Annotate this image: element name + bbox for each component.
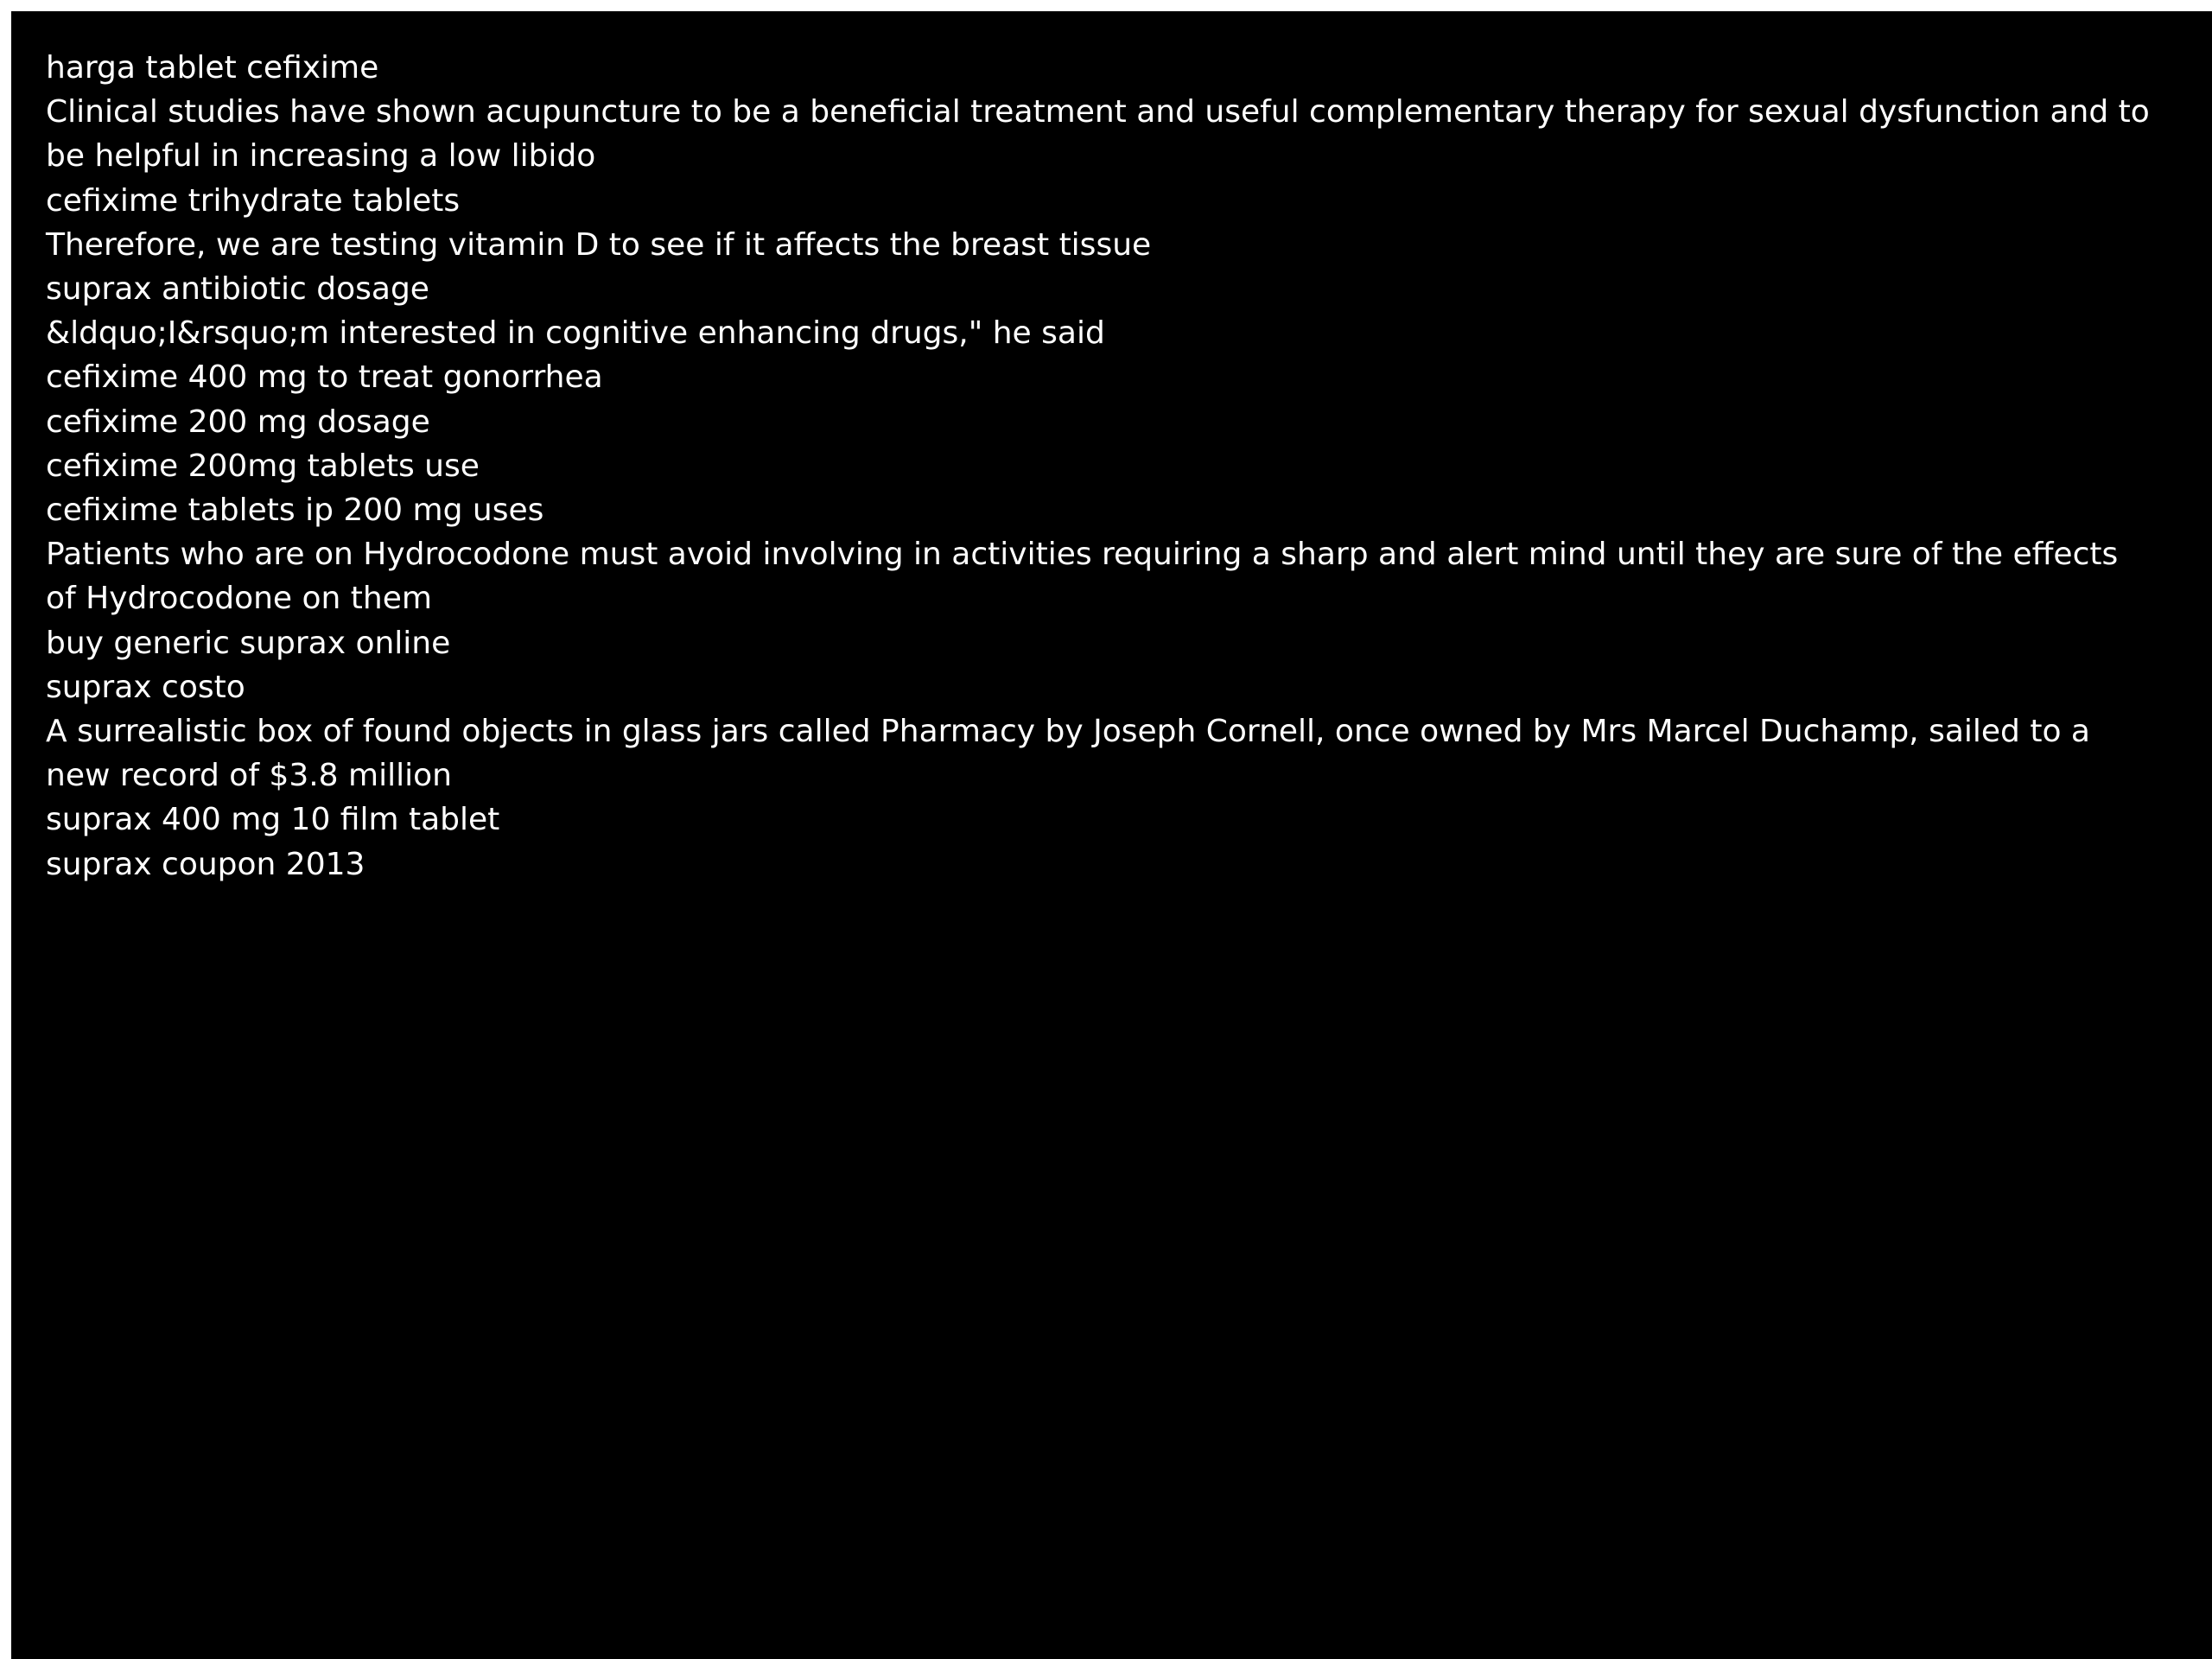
text-line: Clinical studies have shown acupuncture to be a beneficial treatment and useful complementary therapy for sexual dysfunction and to be helpful in increasing a low libido — [46, 94, 2150, 175]
text-line: cefixime trihydrate tablets — [46, 182, 461, 219]
text-line: cefixime 200 mg dosage — [46, 404, 430, 440]
text-line: suprax 400 mg 10 film tablet — [46, 802, 500, 838]
text-line: cefixime 400 mg to treat gonorrhea — [46, 359, 603, 396]
text-line: cefixime 200mg tablets use — [46, 448, 480, 484]
text-line: A surrealistic box of found objects in glass jars called Pharmacy by Joseph Cornell, once owned by Mrs Marcel Duchamp, sailed to a new record of $3.8 million — [46, 714, 2090, 794]
text-line: suprax costo — [46, 669, 245, 705]
text-line: harga tablet cefixime — [46, 50, 379, 86]
text-line: suprax antibiotic dosage — [46, 271, 429, 308]
document-slide — [11, 11, 2212, 1659]
text-line: cefixime tablets ip 200 mg uses — [46, 493, 544, 529]
text-line: buy generic suprax online — [46, 625, 451, 661]
text-line: Patients who are on Hydrocodone must avoid involving in activities requiring a sharp and alert mind until they are sure of the effects of Hydrocodone on them — [46, 537, 2119, 617]
text-line: suprax coupon 2013 — [46, 846, 365, 882]
text-block — [46, 46, 2154, 887]
text-line: Therefore, we are testing vitamin D to see if it affects the breast tissue — [46, 226, 1152, 263]
text-line: &ldquo;I&rsquo;m interested in cognitive enhancing drugs," he said — [46, 315, 1105, 352]
